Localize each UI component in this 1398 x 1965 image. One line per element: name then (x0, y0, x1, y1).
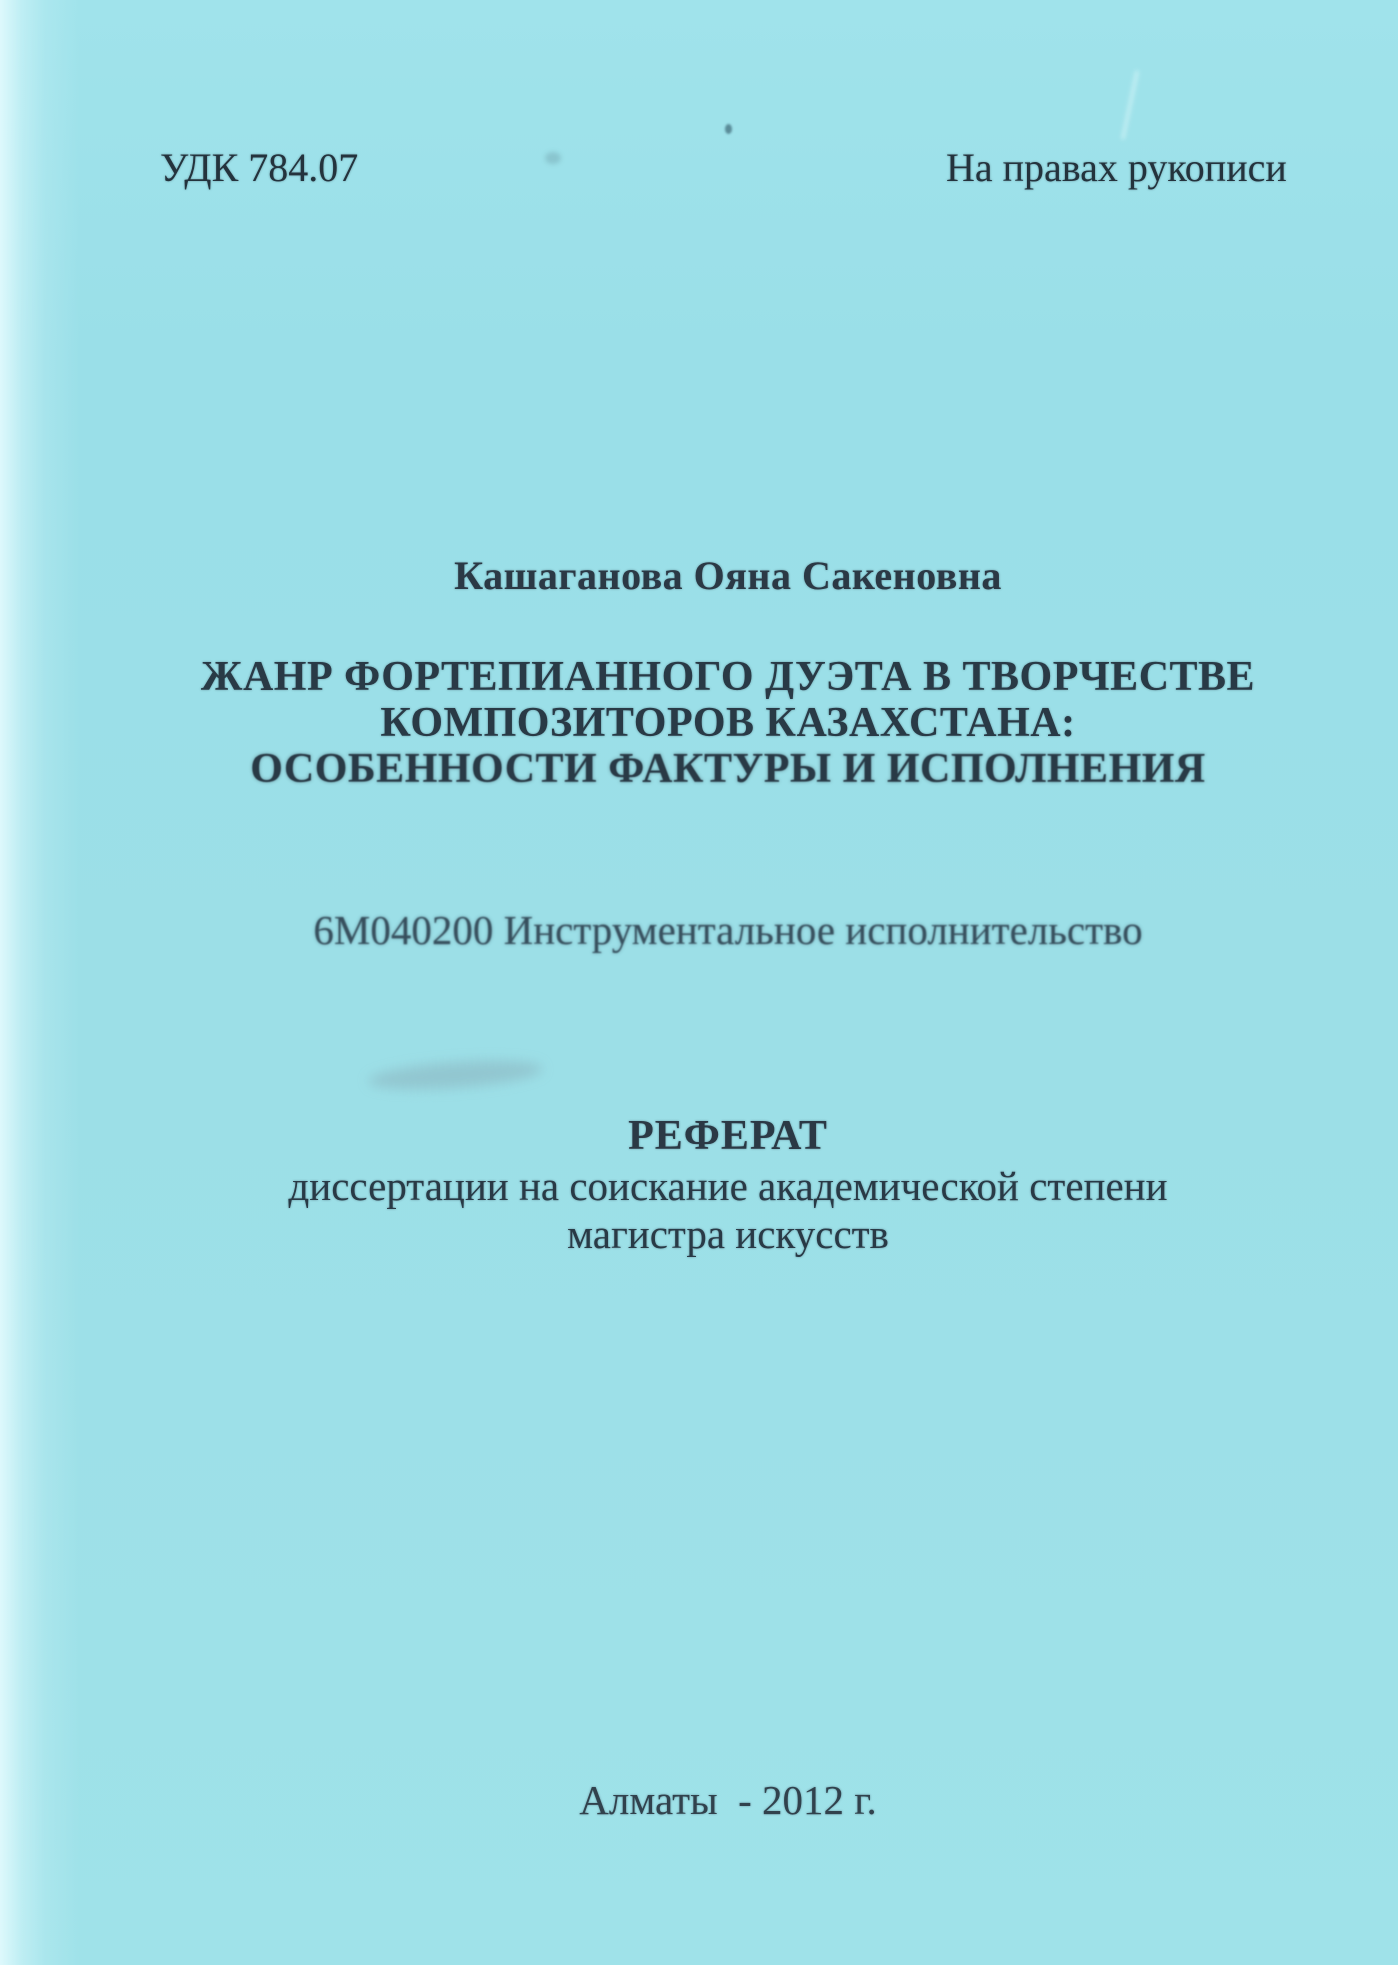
document-type-heading: РЕФЕРАТ (628, 1113, 828, 1159)
title-line-2: КОМПОЗИТОРОВ КАЗАХСТАНА: (380, 700, 1076, 746)
udc-code: УДК 784.07 (160, 145, 359, 190)
title-line-1: ЖАНР ФОРТЕПИАННОГО ДУЭТА В ТВОРЧЕСТВЕ (200, 654, 1256, 700)
degree-line-2: магистра искусств (567, 1211, 889, 1257)
title-line-3: ОСОБЕННОСТИ ФАКТУРЫ И ИСПОЛНЕНИЯ (250, 746, 1206, 792)
author-name: Кашаганова Ояна Сакеновна (454, 553, 1002, 598)
ink-speck-artifact (725, 124, 732, 134)
paper-crease-artifact (1121, 70, 1139, 139)
specialty-line: 6М040200 Инструментальное исполнительство (313, 907, 1143, 953)
dissertation-title (58, 654, 1398, 792)
faint-speck-artifact (545, 152, 561, 164)
imprint-city-year: Алматы - 2012 г. (579, 1777, 877, 1823)
pencil-smudge-artifact (367, 1056, 543, 1094)
degree-description (58, 1162, 1398, 1258)
manuscript-rights-note: На правах рукописи (946, 145, 1287, 190)
degree-line-1: диссертации на соискание академической степени (288, 1163, 1168, 1209)
